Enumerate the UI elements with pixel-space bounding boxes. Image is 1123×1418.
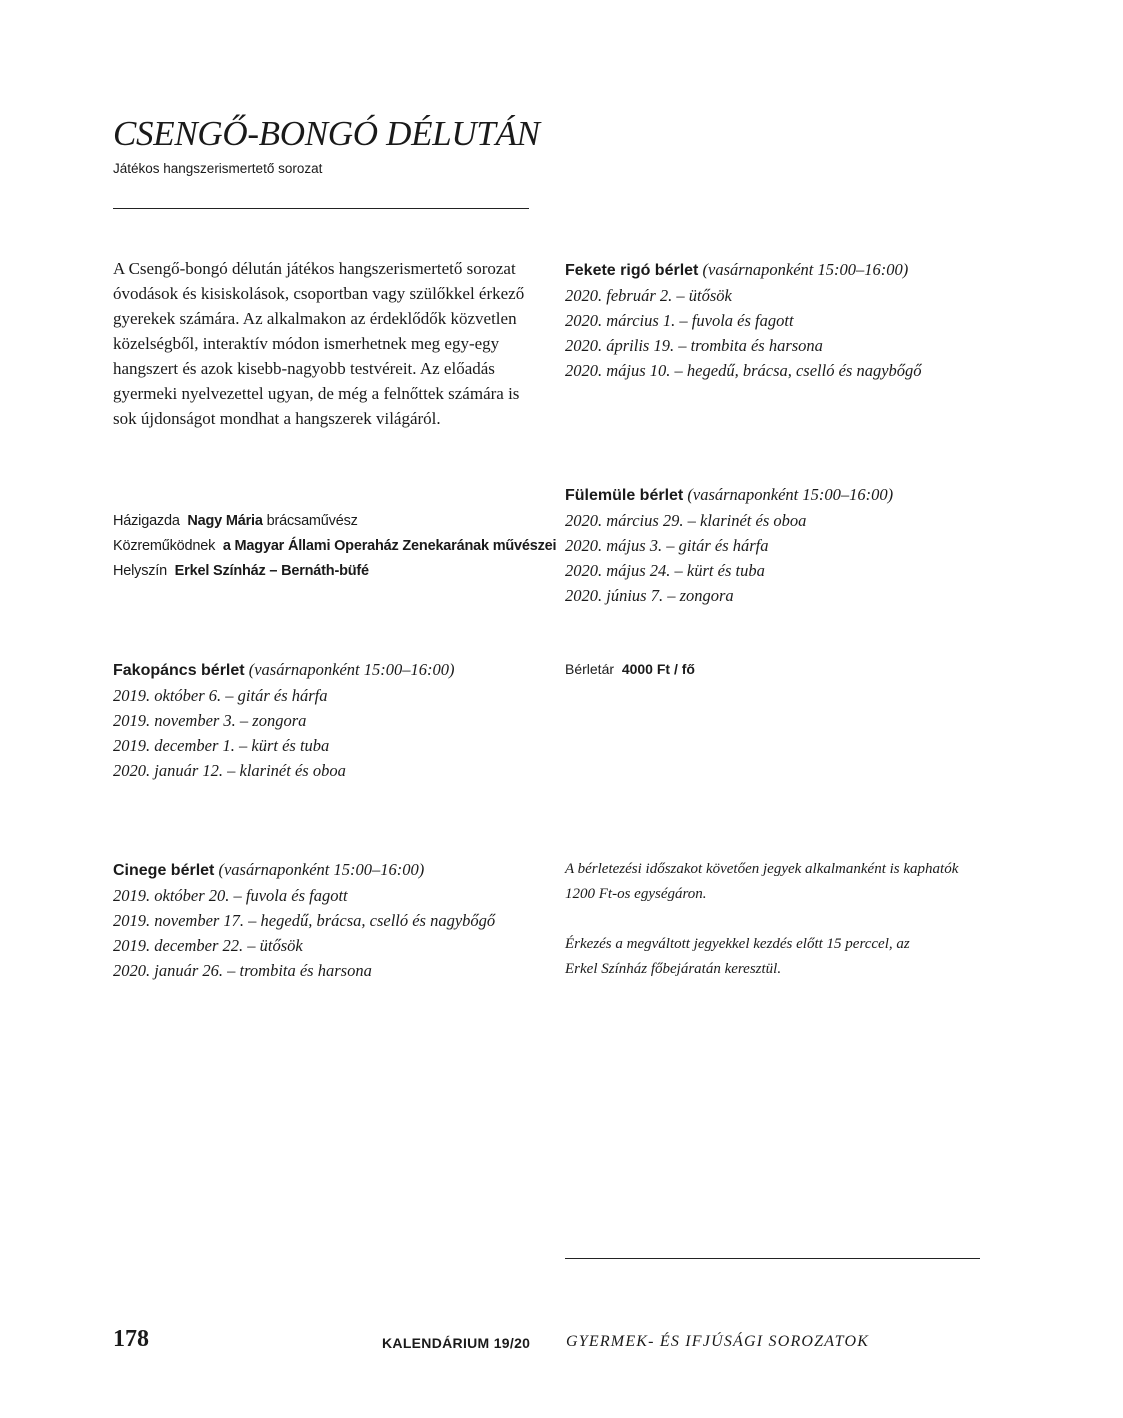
price-line: [565, 657, 695, 682]
pass-date: 2020. június 7. – zongora: [565, 586, 734, 605]
intro-paragraph: A Csengő-bongó délután játékos hangszerismertető sorozat óvodások és kisiskolások, csoportban vagy szülőkkel érkező gyerekek számára. Az alkalmakon az érdeklődők közvetlen közelségből, interaktív módon ismerhetnek meg egy-egy hangszert és azok kisebb-nagyobb testvéreit. Az előadás gyermeki nyelvezettel ugyan, de még a felnőttek számára is sok újdonságot mondhat a hangszerek világáról.: [113, 259, 525, 428]
pass-date: 2020. május 3. – gitár és hárfa: [565, 536, 769, 555]
pass-date: 2020. március 1. – fuvola és fagott: [565, 311, 794, 330]
credit-contributors: [113, 534, 556, 559]
pass-heading: [565, 257, 922, 283]
credit-host: [113, 509, 556, 534]
price-value: 4000 Ft / fő: [621, 661, 695, 677]
host-name: Nagy Mária: [187, 513, 263, 529]
pass-date: 2019. október 6. – gitár és hárfa: [113, 686, 328, 705]
pass-time: (vasárnaponként 15:00–16:00): [248, 660, 455, 679]
pass-date: 2020. március 29. – klarinét és oboa: [565, 511, 807, 530]
page-number: 178: [113, 1326, 149, 1352]
pass-date: 2020. május 24. – kürt és tuba: [565, 561, 765, 580]
pass-date: 2019. december 1. – kürt és tuba: [113, 736, 330, 755]
pass-name: Fekete rigó bérlet: [565, 262, 699, 279]
footer-divider: [565, 1258, 980, 1259]
contrib-name: a Magyar Állami Operaház Zenekarának művészei: [222, 538, 557, 554]
pass-date: 2019. december 22. – ütősök: [113, 936, 303, 955]
note-tickets: A bérletezési időszakot követően jegyek alkalmanként is kaphatók 1200 Ft-os egységáron.: [565, 861, 959, 902]
pass-time: (vasárnaponként 15:00–16:00): [687, 485, 894, 504]
venue-label: Helyszín: [113, 563, 167, 579]
pass-date: 2019. november 3. – zongora: [113, 711, 307, 730]
pass-name: Fakopáncs bérlet: [113, 662, 245, 679]
pass-date: 2020. január 12. – klarinét és oboa: [113, 761, 346, 780]
pass-date: 2019. október 20. – fuvola és fagott: [113, 886, 348, 905]
page-subtitle: Játékos hangszerismertető sorozat: [113, 161, 323, 176]
page-title: CSENGŐ-BONGÓ DÉLUTÁN: [113, 114, 540, 153]
pass-heading: [565, 482, 893, 508]
pass-date: 2020. április 19. – trombita és harsona: [565, 336, 823, 355]
contrib-label: Közreműködnek: [113, 538, 216, 554]
price-label: Bérletár: [565, 661, 615, 677]
pass-date: 2020. január 26. – trombita és harsona: [113, 961, 372, 980]
pass-heading: [113, 657, 455, 683]
pass-time: (vasárnaponként 15:00–16:00): [702, 260, 909, 279]
pass-heading: [113, 857, 495, 883]
pass-date: 2020. február 2. – ütősök: [565, 286, 732, 305]
section-name: GYERMEK- ÉS IFJÚSÁGI SOROZATOK: [566, 1333, 870, 1350]
pass-date: 2019. november 17. – hegedű, brácsa, cselló és nagybőgő: [113, 911, 496, 930]
pass-date: 2020. május 10. – hegedű, brácsa, cselló és nagybőgő: [565, 361, 922, 380]
host-label: Házigazda: [113, 513, 180, 529]
host-role: brácsaművész: [266, 513, 358, 529]
credit-venue: [113, 559, 556, 584]
pass-fakopancs: [113, 657, 455, 783]
venue-name: Erkel Színház – Bernáth-büfé: [174, 563, 369, 579]
pass-cinege: [113, 857, 495, 983]
pass-time: (vasárnaponként 15:00–16:00): [218, 860, 425, 879]
pass-fekete-rigo: [565, 257, 922, 383]
pass-name: Cinege bérlet: [113, 862, 215, 879]
header-divider: [113, 208, 529, 209]
pass-fulemule: [565, 482, 893, 608]
note-arrival: Érkezés a megváltott jegyekkel kezdés előtt 15 perccel, az Erkel Színház főbejáratán keresztül.: [565, 936, 910, 977]
credits: [113, 509, 556, 584]
pass-name: Fülemüle bérlet: [565, 487, 684, 504]
publication-name: KALENDÁRIUM 19/20: [382, 1335, 531, 1351]
